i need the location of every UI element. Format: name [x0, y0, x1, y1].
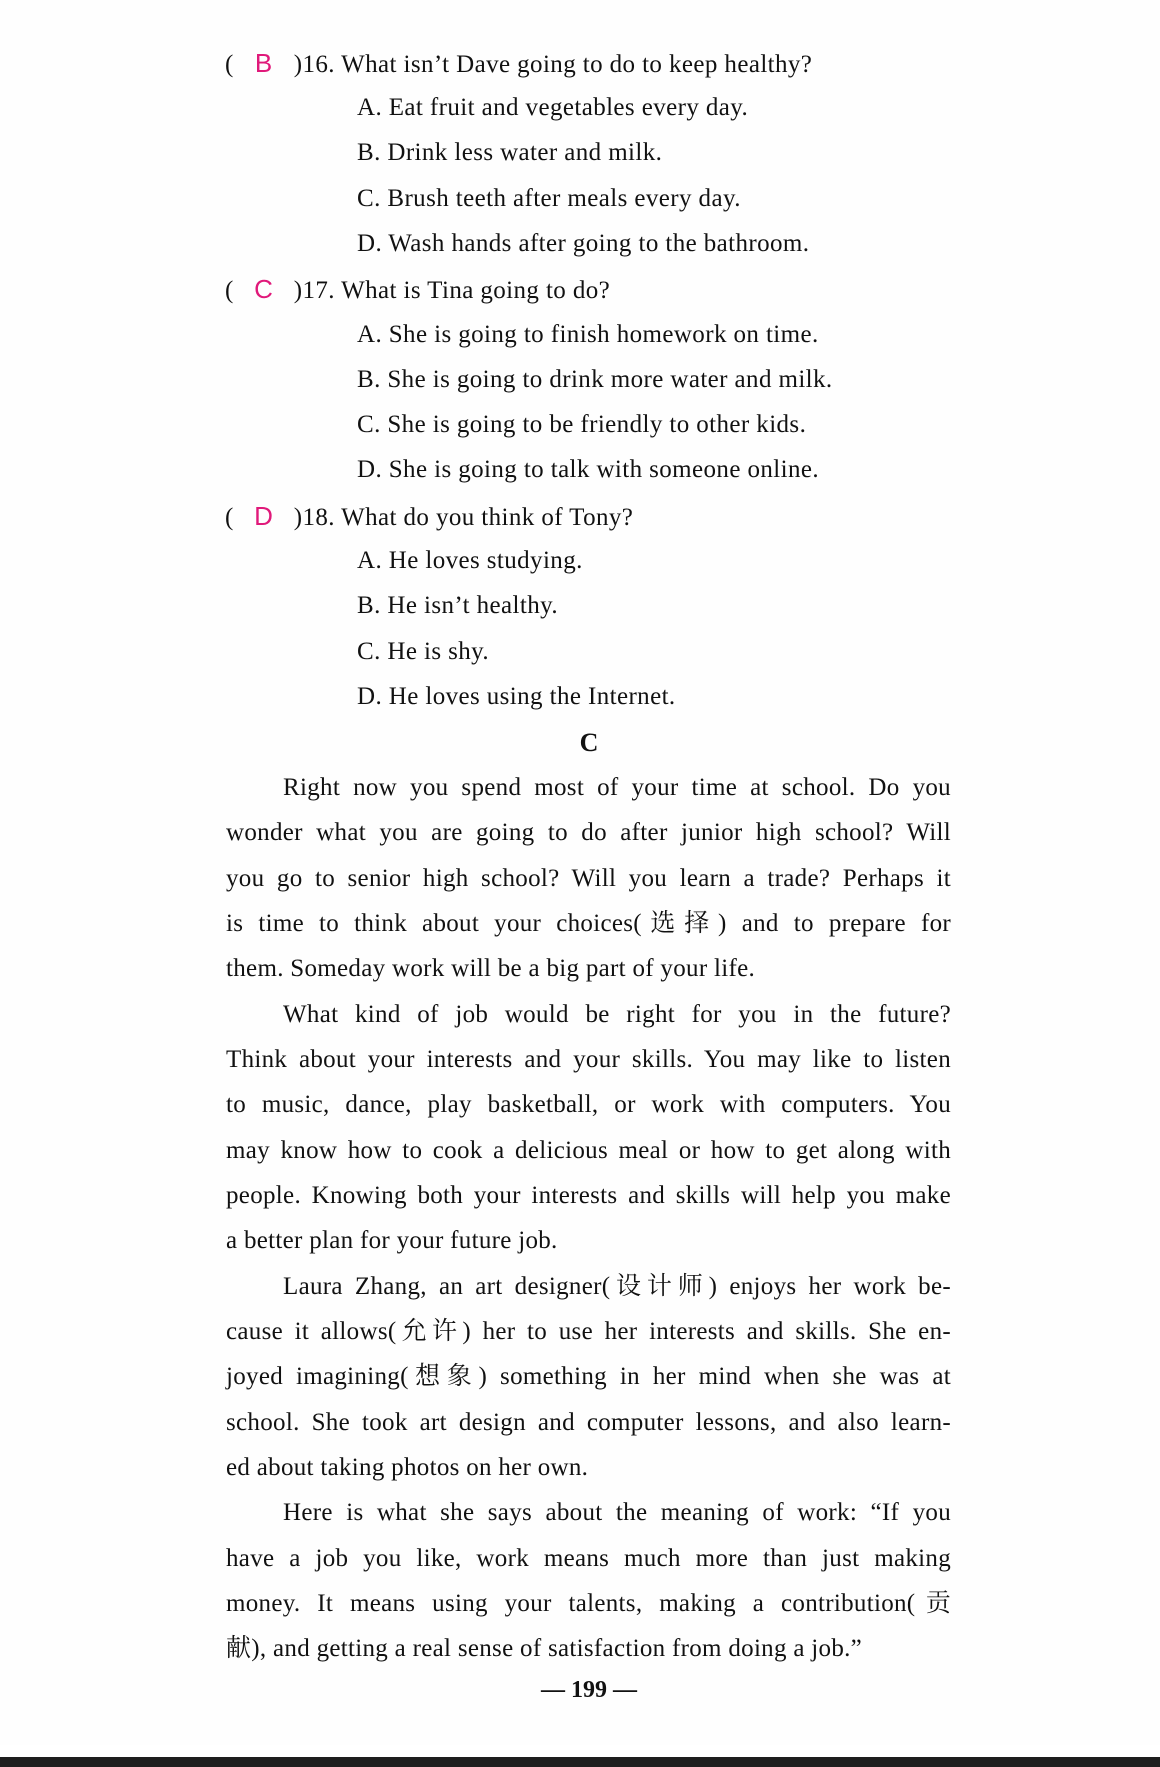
bottom-bar — [0, 1757, 1160, 1767]
section-title: C — [579, 728, 599, 757]
option-18-d: D. He loves using the Internet. — [357, 683, 676, 710]
passage-line: money. It means using your talents, making a contribution(贡 — [226, 1590, 951, 1617]
open-paren: ( — [225, 51, 234, 78]
question-18-text: 18. What do you think of Tony? — [302, 504, 634, 531]
passage-line: joyed imagining(想象) something in her mind when she was at — [226, 1363, 951, 1390]
option-17-b: B. She is going to drink more water and milk. — [357, 366, 833, 393]
question-16 — [225, 48, 812, 80]
open-paren: ( — [225, 504, 234, 531]
passage-line: school. She took art design and computer lessons, and also learn- — [226, 1409, 951, 1436]
passage-line: Right now you spend most of your time at school. Do you — [283, 774, 951, 801]
passage-line: them. Someday work will be a big part of your life. — [226, 955, 756, 982]
passage-line: What kind of job would be right for you in the future? — [283, 1001, 951, 1028]
passage-line: wonder what you are going to do after junior high school? Will — [226, 819, 951, 846]
option-18-c: C. He is shy. — [357, 638, 490, 665]
passage-line: a better plan for your future job. — [226, 1227, 558, 1254]
passage-line: may know how to cook a delicious meal or how to get along with — [226, 1137, 951, 1164]
option-16-b: B. Drink less water and milk. — [357, 139, 663, 166]
passage-line: cause it allows(允许) her to use her interests and skills. She en- — [226, 1318, 951, 1345]
question-17-text: 17. What is Tina going to do? — [302, 277, 611, 304]
passage-line: Laura Zhang, an art designer(设计师) enjoys her work be- — [283, 1273, 951, 1300]
close-paren: ) — [293, 277, 303, 304]
passage-line: ed about taking photos on her own. — [226, 1454, 589, 1481]
close-paren: ) — [293, 51, 303, 78]
passage-line: Think about your interests and your skills. You may like to listen — [226, 1046, 951, 1073]
option-17-d: D. She is going to talk with someone online. — [357, 456, 820, 483]
option-16-d: D. Wash hands after going to the bathroom. — [357, 230, 810, 257]
passage-line: is time to think about your choices(选择) and to prepare for — [226, 910, 951, 937]
page-number: — 199 — — [541, 1677, 637, 1703]
option-17-a: A. She is going to finish homework on time. — [357, 321, 819, 348]
close-paren: ) — [293, 504, 303, 531]
passage-line: to music, dance, play basketball, or work with computers. You — [226, 1091, 951, 1118]
option-18-b: B. He isn’t healthy. — [357, 592, 559, 619]
option-17-c: C. She is going to be friendly to other kids. — [357, 411, 807, 438]
option-16-a: A. Eat fruit and vegetables every day. — [357, 94, 749, 121]
question-18 — [225, 501, 633, 533]
passage-line: people. Knowing both your interests and skills will help you make — [226, 1182, 951, 1209]
passage-line: you go to senior high school? Will you learn a trade? Perhaps it — [226, 865, 951, 892]
open-paren: ( — [225, 277, 234, 304]
passage-line: have a job you like, work means much more than just making — [226, 1545, 951, 1572]
passage-line: Here is what she says about the meaning of work: “If you — [283, 1499, 951, 1526]
option-18-a: A. He loves studying. — [357, 547, 583, 574]
question-17 — [225, 274, 610, 306]
answer-17: C — [254, 274, 274, 304]
answer-16: B — [254, 48, 273, 78]
option-16-c: C. Brush teeth after meals every day. — [357, 185, 741, 212]
passage-line: 献), and getting a real sense of satisfaction from doing a job.” — [226, 1635, 863, 1662]
question-16-text: 16. What isn’t Dave going to do to keep healthy? — [302, 51, 813, 78]
answer-18: D — [254, 501, 274, 531]
